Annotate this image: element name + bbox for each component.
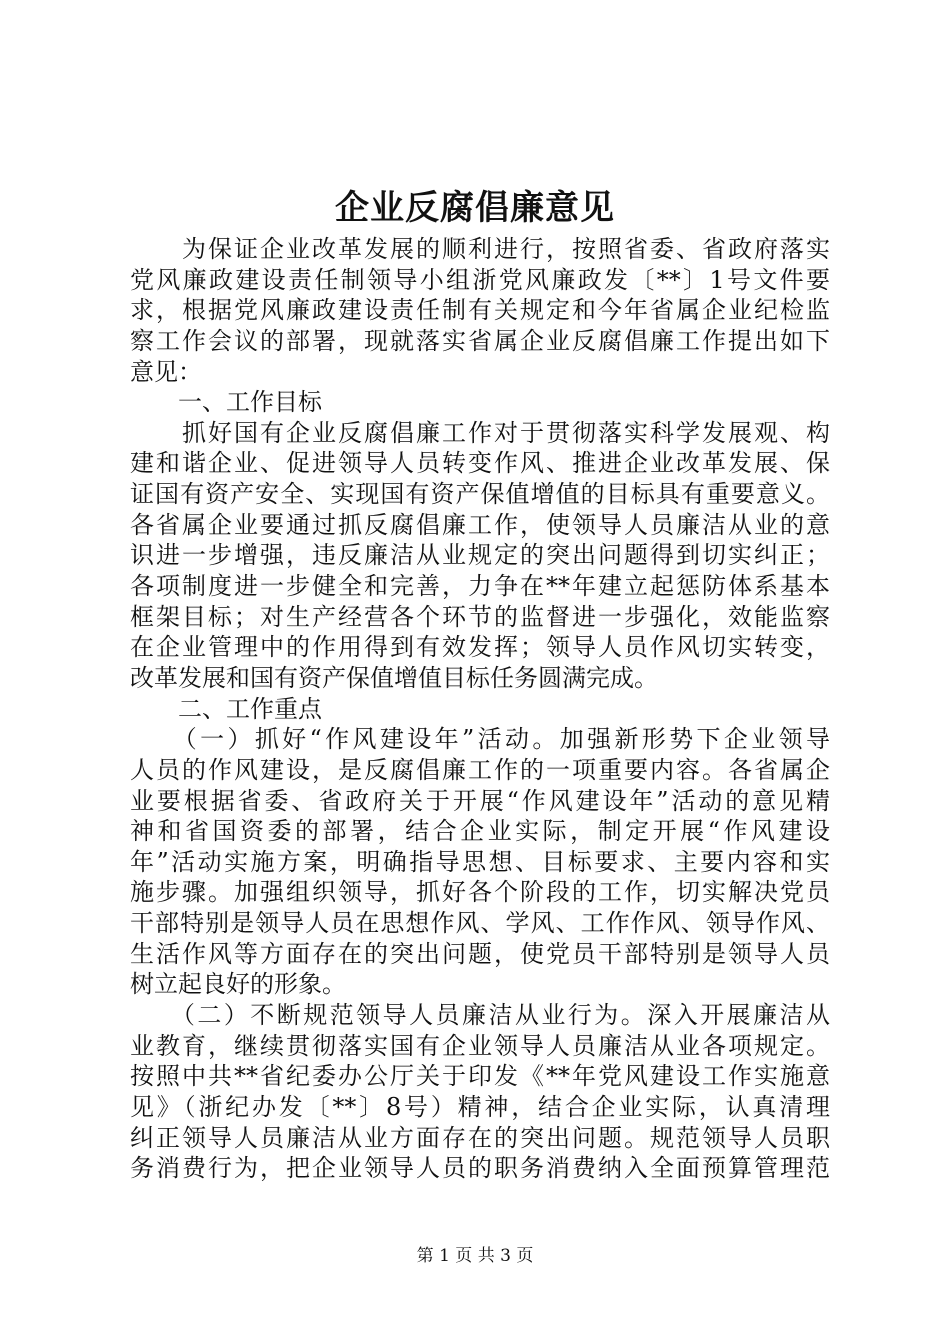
- body-line: 见》（浙纪办发〔**〕8号）精神，结合企业实际，认真清理: [130, 1092, 830, 1121]
- body-line: 业教育，继续贯彻落实国有企业领导人员廉洁从业各项规定。: [130, 1031, 830, 1060]
- body-line: 框架目标；对生产经营各个环节的监督进一步强化，效能监察: [130, 602, 830, 631]
- body-line: 生活作风等方面存在的突出问题，使党员干部特别是领导人员: [130, 939, 830, 968]
- body-line: 人员的作风建设，是反腐倡廉工作的一项重要内容。各省属企: [130, 755, 830, 784]
- body-line: 业要根据省委、省政府关于开展“作风建设年”活动的意见精: [130, 786, 830, 815]
- body-line: 各项制度进一步健全和完善，力争在**年建立起惩防体系基本: [130, 572, 830, 601]
- body-line: 树立起良好的形象。: [130, 970, 346, 999]
- body-line: （一）抓好“作风建设年”活动。加强新形势下企业领导: [130, 725, 830, 754]
- body-line: 在企业管理中的作用得到有效发挥；领导人员作风切实转变，: [130, 633, 830, 662]
- body-line: 建和谐企业、促进领导人员转变作风、推进企业改革发展、保: [130, 449, 830, 478]
- body-line: 按照中共**省纪委办公厅关于印发《**年党风建设工作实施意: [130, 1062, 830, 1091]
- body-line: 识进一步增强，违反廉洁从业规定的突出问题得到切实纠正；: [130, 541, 830, 570]
- body-line: 年”活动实施方案，明确指导思想、目标要求、主要内容和实: [130, 847, 830, 876]
- body-line: 神和省国资委的部署，结合企业实际，制定开展“作风建设: [130, 817, 830, 846]
- body-line: 务消费行为，把企业领导人员的职务消费纳入全面预算管理范: [130, 1154, 830, 1183]
- body-line: 意见：: [130, 357, 202, 386]
- body-line: 一、工作目标: [130, 388, 322, 417]
- body-line: 纠正领导人员廉洁从业方面存在的突出问题。规范领导人员职: [130, 1123, 830, 1152]
- body-line: 证国有资产安全、实现国有资产保值增值的目标具有重要意义。: [130, 480, 830, 509]
- document-title: 企业反腐倡廉意见: [335, 188, 615, 228]
- body-line: 求，根据党风廉政建设责任制有关规定和今年省属企业纪检监: [130, 296, 830, 325]
- body-line: 改革发展和国有资产保值增值目标任务圆满完成。: [130, 663, 658, 692]
- body-line: 各省属企业要通过抓反腐倡廉工作，使领导人员廉洁从业的意: [130, 510, 830, 539]
- body-line: 为保证企业改革发展的顺利进行，按照省委、省政府落实: [130, 235, 830, 263]
- document-body: [130, 234, 830, 1184]
- body-line: 抓好国有企业反腐倡廉工作对于贯彻落实科学发展观、构: [130, 418, 830, 447]
- body-line: 施步骤。加强组织领导，抓好各个阶段的工作，切实解决党员: [130, 878, 830, 907]
- body-line: （二）不断规范领导人员廉洁从业行为。深入开展廉洁从: [130, 1001, 830, 1030]
- body-line: 干部特别是领导人员在思想作风、学风、工作作风、领导作风、: [130, 909, 830, 938]
- body-line: 察工作会议的部署，现就落实省属企业反腐倡廉工作提出如下: [130, 326, 830, 355]
- body-line: 党风廉政建设责任制领导小组浙党风廉政发〔**〕1号文件要: [130, 265, 830, 294]
- body-line: 二、工作重点: [130, 694, 322, 723]
- page-footer: 第 1 页 共 3 页: [416, 1246, 534, 1266]
